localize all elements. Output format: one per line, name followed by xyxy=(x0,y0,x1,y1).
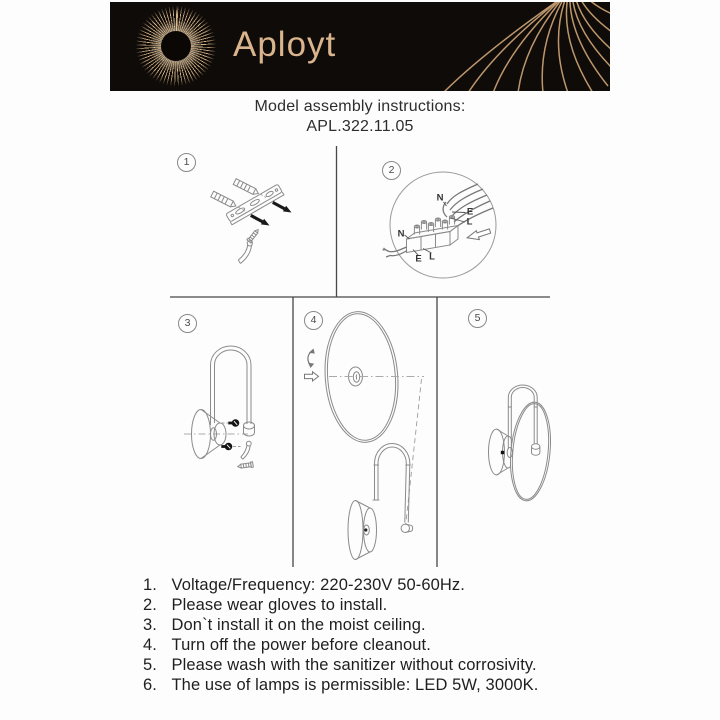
item-number: 2. xyxy=(143,595,157,614)
step-badge-5: 5 xyxy=(468,309,487,328)
model-number: APL.322.11.05 xyxy=(306,118,414,135)
step-badge-2: 2 xyxy=(382,161,401,180)
step-badge-1: 1 xyxy=(177,153,196,172)
list-item xyxy=(143,676,613,696)
item-text: Please wear gloves to install. xyxy=(171,595,388,614)
assembled-lamp-drawing xyxy=(489,385,555,503)
wire-label-n-left: N xyxy=(397,228,405,239)
item-number: 5. xyxy=(143,655,157,674)
wire-label-e-right: E xyxy=(466,206,474,218)
arrow-icon xyxy=(467,229,491,240)
bracket-anchors-screws-drawing xyxy=(211,179,292,264)
brand-name: Aployt xyxy=(233,24,337,64)
item-number: 1. xyxy=(143,576,157,594)
instruction-list xyxy=(143,576,613,695)
rotate-arrow-icon xyxy=(305,349,319,382)
list-item xyxy=(143,616,613,636)
wiring-terminal-block-drawing xyxy=(383,172,497,278)
page-title: Model assembly instructions: xyxy=(254,98,466,115)
list-item xyxy=(143,656,613,676)
wire-label-l-left: L xyxy=(429,251,435,262)
item-text: Please wash with the sanitizer without corrosivity. xyxy=(171,655,537,674)
list-item xyxy=(143,636,613,656)
wire-label-l-right: L xyxy=(466,216,473,228)
item-number: 3. xyxy=(143,615,157,634)
step-badge-4: 4 xyxy=(304,311,323,330)
item-number: 4. xyxy=(143,635,157,654)
item-text: Voltage/Frequency: 220-230V 50-60Hz. xyxy=(171,576,465,594)
arrow-icon xyxy=(305,372,319,381)
item-text: Don`t install it on the moist ceiling. xyxy=(171,615,426,634)
item-text: The use of lamps is permissible: LED 5W, 3000K. xyxy=(171,675,539,694)
list-item xyxy=(143,596,613,616)
item-number: 6. xyxy=(143,675,157,694)
wire-label-e-left: E xyxy=(415,253,422,265)
item-text: Turn off the power before cleanout. xyxy=(171,635,431,654)
step-badge-3: 3 xyxy=(178,314,197,333)
list-item xyxy=(143,576,613,596)
wire-label-n-right: N xyxy=(436,192,444,204)
arm-to-wall-base-drawing xyxy=(184,346,255,469)
disc-shade-mounting-drawing xyxy=(305,309,425,560)
arrow-icon xyxy=(250,201,292,226)
